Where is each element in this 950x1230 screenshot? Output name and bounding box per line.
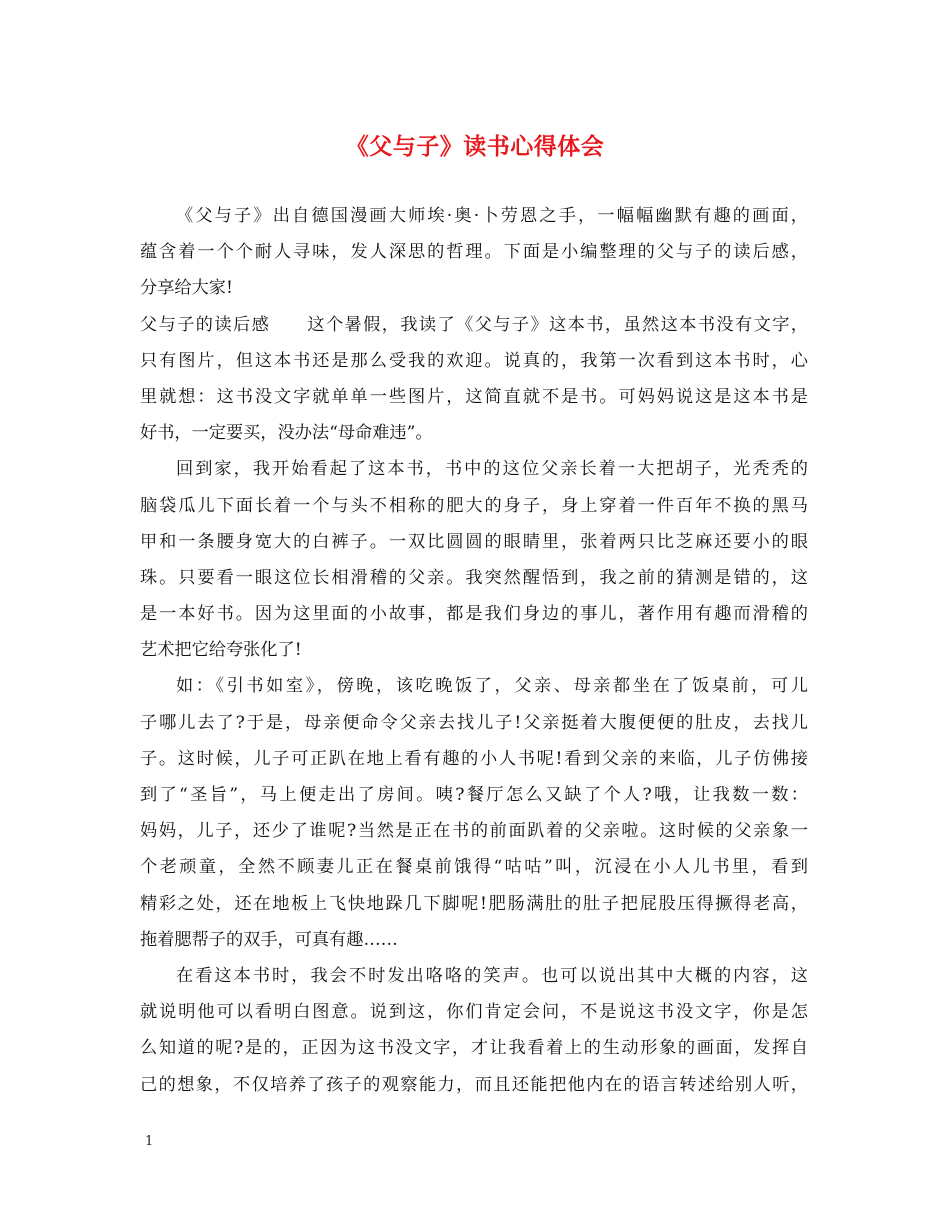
text-line: 到了“圣旨”，马上便走出了房间。咦?餐厅怎么又缺了个人?哦，让我数一数：: [140, 785, 808, 805]
text-line: 在看这本书时，我会不时发出咯咯的笑声。也可以说出其中大概的内容，这: [176, 965, 808, 986]
text-line: 脑袋瓜儿下面长着一个与头不相称的肥大的身子，身上穿着一件百年不换的黑马: [140, 495, 808, 516]
text-line: 是一本好书。因为这里面的小故事，都是我们身边的事儿，著作用有趣而滑稽的: [140, 604, 808, 625]
text-line: 己的想象，不仅培养了孩子的观察能力，而且还能把他内在的语言转述给别人听，: [140, 1074, 808, 1095]
text-line: 个老顽童，全然不顾妻儿正在餐桌前饿得“咕咕”叫，沉浸在小人儿书里，看到: [140, 857, 808, 878]
document-title: 《父与子》读书心得体会: [345, 133, 605, 160]
text-line: 子。这时候，儿子可正趴在地上看有趣的小人书呢!看到父亲的来临，儿子仿佛接: [140, 748, 808, 769]
text-line: 珠。只要看一眼这位长相滑稽的父亲。我突然醒悟到，我之前的猜测是错的，这: [140, 567, 808, 588]
text-line: 如：《引书如室》，傍晚，该吃晚饭了，父亲、母亲都坐在了饭桌前，可儿: [176, 676, 808, 697]
text-line: 只有图片，但这本书还是那么受我的欢迎。说真的，我第一次看到这本书时，心: [140, 350, 808, 371]
text-line: 么知道的呢?是的，正因为这书没文字，才让我看着上的生动形象的画面，发挥自: [140, 1038, 808, 1059]
text-line: 蕴含着一个个耐人寻味，发人深思的哲理。下面是小编整理的父与子的读后感，: [140, 242, 808, 263]
text-line: 拖着腮帮子的双手，可真有趣……: [140, 929, 398, 950]
text-line: 《父与子》出自德国漫画大师埃·奥·卜劳恩之手，一幅幅幽默有趣的画面，: [176, 206, 808, 226]
text-line: 甲和一条腰身宽大的白裤子。一双比圆圆的眼睛里，张着两只比芝麻还要小的眼: [140, 531, 808, 552]
text-line: 就说明他可以看明白图意。说到这，你们肯定会问，不是说这书没文字，你是怎: [140, 1002, 808, 1023]
text-line: 里就想：这书没文字就单单一些图片，这简直就不是书。可妈妈说这是这本书是: [140, 386, 808, 407]
text-line: 好书，一定要买，没办法“母命难违”。: [140, 423, 433, 444]
text-line: 妈妈，儿子，还少了谁呢?当然是正在书的前面趴着的父亲啦。这时候的父亲象一: [140, 821, 808, 842]
text-line: 回到家，我开始看起了这本书，书中的这位父亲长着一大把胡子，光秃秃的: [176, 459, 808, 480]
text-line: 子哪儿去了?于是，母亲便命令父亲去找儿子!父亲挺着大腹便便的肚皮，去找儿: [140, 712, 808, 733]
text-line: 精彩之处，还在地板上飞快地跺几下脚呢!肥肠满肚的肚子把屁股压得撅得老高，: [140, 893, 808, 914]
text-line: 父与子的读后感 这个暑假，我读了《父与子》这本书，虽然这本书没有文字，: [140, 314, 808, 335]
document-body: [140, 198, 808, 1103]
page-number: 1: [145, 1134, 154, 1149]
text-line: 艺术把它给夸张化了!: [140, 640, 302, 661]
text-line: 分享给大家!: [140, 278, 233, 299]
